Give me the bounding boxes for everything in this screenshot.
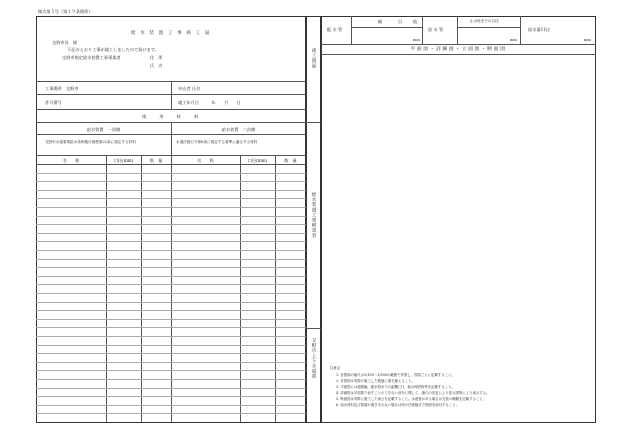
table-row <box>36 362 306 363</box>
table-row <box>36 413 306 414</box>
site-field: 工事場所 交野市 <box>45 86 79 91</box>
note-item: 2. 各図面は実際の施工した数値に書き換えること。 <box>336 379 415 383</box>
table-row <box>36 198 306 199</box>
table-row <box>36 379 306 380</box>
drawing-frame <box>321 16 596 423</box>
main-pipe-unit: mm <box>413 38 420 42</box>
table-row <box>36 284 306 285</box>
recipient: 交野市長 様 <box>52 40 78 45</box>
divider <box>520 16 521 44</box>
secondary-side-header: 給水装置 二次側 <box>221 127 256 132</box>
drawing-title: 平面図・詳細図・立面図・断面図 <box>410 47 507 52</box>
notes-heading: 注意点 <box>330 366 341 370</box>
meter-diameter-label: 止水栓までの口径 <box>470 19 499 23</box>
table-row <box>36 353 306 354</box>
note-item: 3. 平面図には道路幅、配水管までの距離(寸)、他の埋設物等を記載すること。 <box>336 385 455 389</box>
note-item: 4. 詳細図は平面図で表すことのできない部分に関して、縮尺の変更により拡大図等により表示する。 <box>336 391 490 395</box>
applicant-field: 申込者 氏名 <box>178 86 201 91</box>
table-row <box>36 216 306 217</box>
divider <box>422 16 423 44</box>
form-label: 様式第５号（第１９条関係） <box>38 9 93 14</box>
supply-no-unit: mm <box>584 38 591 42</box>
secondary-side-note: 水道法施行令第6条に規定する基準に適合する材料 <box>176 140 258 144</box>
note-item: 6. 給水材料及び図面が書ききれない場合は別の任意様式で図面を添付すること。 <box>336 403 459 407</box>
body-statement: 下記のとおり工事が竣工しましたので届けます。 <box>67 47 159 52</box>
table-row <box>36 181 306 182</box>
table-row <box>36 250 306 251</box>
divider <box>306 122 321 123</box>
city-water-label: 交野市上下水道部 <box>311 338 316 379</box>
main-pipe-label: 配 水 管 <box>327 27 343 32</box>
table-row <box>36 173 306 174</box>
form-title: 給 水 装 置 工 事 竣 工 届 <box>130 31 212 36</box>
table-row <box>36 259 306 260</box>
inspection-label: 給水装置工事検査者 <box>311 192 316 238</box>
table-row <box>36 336 306 337</box>
th-diameter-secondary: 口径(mm) <box>247 158 268 163</box>
divider <box>351 16 352 44</box>
table-row <box>36 276 306 277</box>
supply-pipe-label: 給 水 管 <box>428 27 444 32</box>
table-row <box>36 207 306 208</box>
note-item: 5. 断面図は実際に施工した深さを記載すること。水道管がある場合は支管の種類を記載すること。 <box>336 397 487 401</box>
divider <box>457 27 520 28</box>
name-label: 氏 名 <box>150 63 163 68</box>
table-row <box>36 302 306 303</box>
width-label: 幅 <box>378 19 383 24</box>
th-diameter-primary: 口径(mm) <box>113 158 134 163</box>
table-row <box>36 241 306 242</box>
table-row <box>36 224 306 225</box>
note-item: 1. 各図面の縮尺は1/100～1/500の範囲で作図し、図面ごとに記載すること。 <box>336 373 455 377</box>
materials-table-body <box>36 164 306 423</box>
th-name-secondary: 名 称 <box>197 158 214 163</box>
primary-side-header: 給水装置 一次側 <box>86 127 121 132</box>
divider <box>321 54 596 55</box>
th-quantity-secondary: 数 量 <box>284 158 297 163</box>
table-row <box>36 293 306 294</box>
permit-field: 許可番号 <box>45 100 62 105</box>
eye-label: 目 <box>398 19 403 24</box>
divider <box>457 16 458 44</box>
divider <box>351 27 422 28</box>
table-row <box>36 396 306 397</box>
meter-diameter-unit: mm <box>510 38 517 42</box>
address-label: 住 所 <box>150 55 163 60</box>
table-row <box>36 190 306 191</box>
primary-side-note: 交野市水道事業給水条例施行規程第22条に規定する材料 <box>45 140 136 144</box>
divider <box>306 328 321 329</box>
table-row <box>36 370 306 371</box>
table-row <box>36 405 306 406</box>
divider <box>321 44 596 45</box>
th-name-primary: 名 称 <box>62 158 80 163</box>
divider <box>36 109 306 110</box>
applicant-label: 交野市指定給水装置工事事業者 <box>62 55 121 60</box>
count-label: 他 <box>413 19 418 24</box>
supply-no-label: 給水器11径 <box>528 27 551 32</box>
divider <box>36 155 306 156</box>
table-row <box>36 388 306 389</box>
table-row <box>36 345 306 346</box>
table-row <box>36 233 306 234</box>
table-row <box>36 267 306 268</box>
divider <box>171 81 172 109</box>
table-row <box>36 310 306 311</box>
table-row <box>36 319 306 320</box>
completion-date-field: 竣工年月日 年 月 日 <box>178 100 241 105</box>
completion-figure-label: 竣工図面 <box>311 48 316 69</box>
materials-title: 使 用 材 料 <box>142 114 200 119</box>
th-quantity-primary: 数 量 <box>149 158 163 163</box>
table-row <box>36 327 306 328</box>
